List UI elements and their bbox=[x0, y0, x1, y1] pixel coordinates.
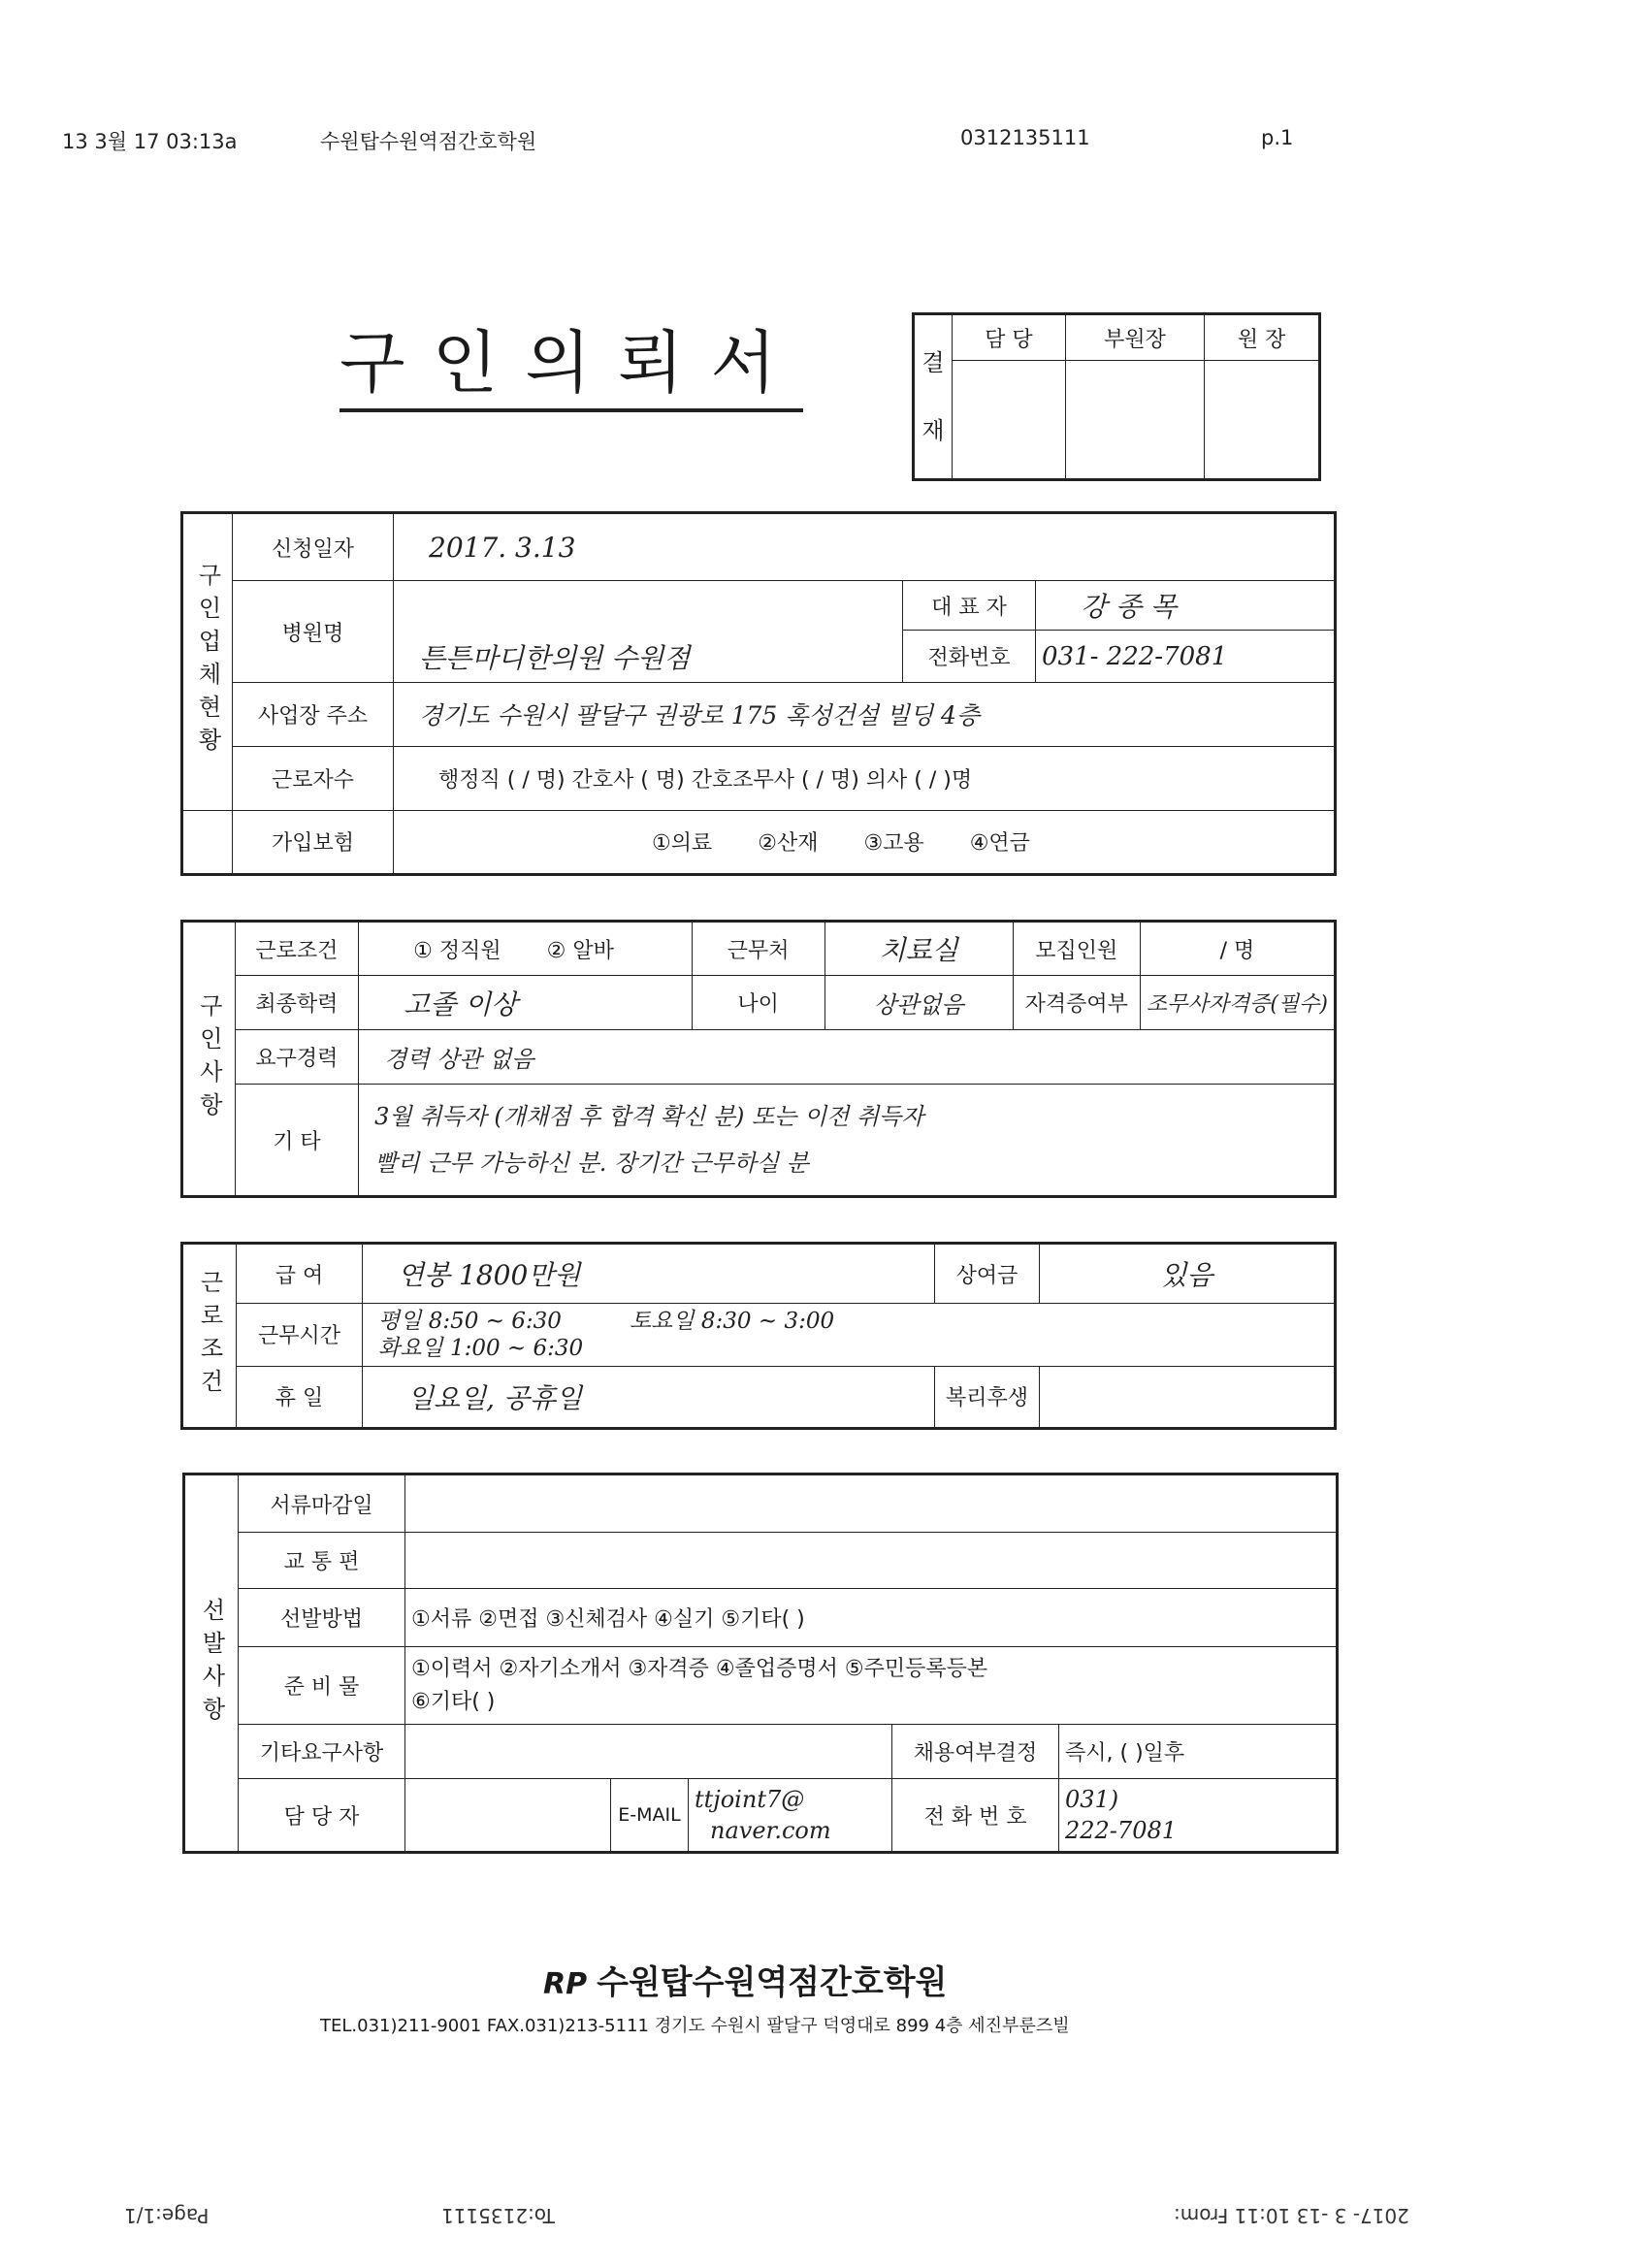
etc-line-1: 3월 취득자 (개채점 후 합격 확신 분) 또는 이전 취득자 bbox=[374, 1103, 924, 1130]
cond-label: 근로조건 bbox=[235, 922, 358, 976]
approval-side bbox=[914, 314, 953, 480]
approval-col-3: 원 장 bbox=[1205, 314, 1320, 361]
page-title: 구인의뢰서 bbox=[340, 308, 803, 412]
tel-line-2: 222-7081 bbox=[1065, 1817, 1177, 1844]
section-selection bbox=[182, 1473, 1339, 1854]
recruit-value: / 명 bbox=[1219, 938, 1255, 963]
career-label: 요구경력 bbox=[235, 1030, 358, 1085]
footer-brand bbox=[543, 1956, 947, 2003]
tel-line-1: 031) bbox=[1065, 1786, 1119, 1813]
method-options: ①서류 ②면접 ③신체검사 ④실기 ⑤기타( ) bbox=[411, 1607, 805, 1632]
cond-opt-1[interactable]: ① 정직원 bbox=[413, 938, 501, 963]
cond-field[interactable] bbox=[359, 922, 693, 976]
recruit-label: 모집인원 bbox=[1013, 922, 1140, 976]
bonus-value: 있음 bbox=[1160, 1259, 1213, 1292]
hours-tuesday: 화요일 1:00 ~ 6:30 bbox=[378, 1335, 584, 1361]
fax-bottom-right: 2017- 3 -13 10:11 From: bbox=[1174, 2204, 1409, 2227]
deadline-label: 서류마감일 bbox=[239, 1474, 405, 1533]
hours-field[interactable] bbox=[363, 1304, 1336, 1366]
hours-label: 근무시간 bbox=[237, 1304, 363, 1366]
hours-saturday: 토요일 8:30 ~ 3:00 bbox=[629, 1308, 835, 1334]
edu-value: 고졸 이상 bbox=[404, 988, 518, 1021]
apply-date-label: 신청일자 bbox=[233, 513, 394, 581]
salary-value: 연봉 1800만원 bbox=[398, 1259, 581, 1292]
address-value: 경기도 수원시 팔달구 권광로 175 혹성건설 빌딩 4층 bbox=[419, 701, 981, 730]
deadline-field[interactable] bbox=[405, 1474, 1338, 1533]
other-label: 기타요구사항 bbox=[239, 1725, 405, 1779]
career-value: 경력 상관 없음 bbox=[384, 1046, 534, 1073]
rep-field[interactable] bbox=[1036, 581, 1336, 631]
section4-side-label: 선발사항 bbox=[184, 1474, 239, 1853]
fax-bottom-left: Page:1/1 bbox=[124, 2204, 210, 2227]
fax-datetime: 13 3월 17 03:13a bbox=[62, 130, 238, 153]
holiday-value: 일요일, 공휴일 bbox=[407, 1381, 583, 1414]
bonus-field[interactable] bbox=[1040, 1244, 1336, 1304]
approval-sign-3[interactable] bbox=[1205, 361, 1320, 480]
holiday-field[interactable] bbox=[363, 1366, 935, 1428]
insurance-opt-4[interactable]: ④연금 bbox=[969, 831, 1030, 857]
tel-field[interactable] bbox=[1059, 1779, 1338, 1853]
transport-field[interactable] bbox=[405, 1533, 1338, 1589]
holiday-label: 휴 일 bbox=[237, 1366, 363, 1428]
tel-label: 전 화 번 호 bbox=[892, 1779, 1059, 1853]
approval-side-2: 재 bbox=[922, 417, 945, 444]
hospital-label: 병원명 bbox=[233, 581, 394, 682]
edu-label: 최종학력 bbox=[235, 976, 358, 1030]
approval-col-1: 담 당 bbox=[953, 314, 1066, 361]
section3-side-label: 근로조건 bbox=[182, 1244, 237, 1429]
career-field[interactable] bbox=[359, 1030, 1336, 1085]
workers-label: 근로자수 bbox=[233, 746, 394, 810]
insurance-opt-2[interactable]: ②산재 bbox=[758, 831, 819, 857]
section1-side-blank bbox=[182, 810, 233, 874]
transport-label: 교 통 편 bbox=[239, 1533, 405, 1589]
docs-label: 준 비 물 bbox=[239, 1647, 405, 1725]
footer-logo: RP bbox=[543, 1967, 588, 2001]
fax-sender: 수원탑수원역점간호학원 bbox=[320, 130, 537, 153]
method-field[interactable] bbox=[405, 1589, 1338, 1647]
method-label: 선발방법 bbox=[239, 1589, 405, 1647]
decision-label: 채용여부결정 bbox=[892, 1725, 1059, 1779]
fax-page: p.1 bbox=[1261, 126, 1294, 149]
fax-number: 0312135111 bbox=[960, 126, 1090, 149]
section2-side-label: 구인사항 bbox=[182, 922, 236, 1197]
contact-label: 담 당 자 bbox=[239, 1779, 405, 1853]
hospital-field[interactable] bbox=[394, 581, 903, 682]
etc-line-2: 빨리 근무 가능하신 분. 장기간 근무하실 분 bbox=[374, 1150, 809, 1177]
workplace-value: 치료실 bbox=[879, 934, 958, 966]
address-label: 사업장 주소 bbox=[233, 682, 394, 746]
age-value: 상관없음 bbox=[873, 991, 964, 1019]
email-label: E-MAIL bbox=[611, 1779, 689, 1853]
phone-field[interactable] bbox=[1036, 631, 1336, 682]
insurance-opt-1[interactable]: ①의료 bbox=[652, 831, 713, 857]
edu-field[interactable] bbox=[359, 976, 693, 1030]
email-line-2: naver.com bbox=[710, 1817, 831, 1844]
etc-label: 기 타 bbox=[235, 1085, 358, 1197]
docs-line-2: ⑥기타( ) bbox=[411, 1689, 496, 1714]
welfare-label: 복리후생 bbox=[935, 1366, 1040, 1428]
cond-opt-2[interactable]: ② 알바 bbox=[546, 938, 614, 963]
footer-name: 수원탑수원역점간호학원 bbox=[597, 1963, 948, 2002]
age-field[interactable] bbox=[824, 976, 1013, 1030]
hours-weekday: 평일 8:50 ~ 6:30 bbox=[378, 1308, 562, 1334]
section1-side-label: 구인업체현황 bbox=[182, 513, 233, 811]
phone-label: 전화번호 bbox=[903, 631, 1036, 682]
approval-col-2: 부원장 bbox=[1065, 314, 1204, 361]
cert-field[interactable] bbox=[1140, 976, 1335, 1030]
bonus-label: 상여금 bbox=[935, 1244, 1040, 1304]
cert-label: 자격증여부 bbox=[1013, 976, 1140, 1030]
insurance-opt-3[interactable]: ③고용 bbox=[863, 831, 924, 857]
email-field[interactable] bbox=[689, 1779, 892, 1853]
section-company bbox=[180, 511, 1337, 876]
decision-value: 즉시, ( )일후 bbox=[1065, 1741, 1185, 1766]
salary-label: 급 여 bbox=[237, 1244, 363, 1304]
other-field[interactable] bbox=[405, 1725, 892, 1779]
recruit-field[interactable] bbox=[1140, 922, 1335, 976]
fax-bottom-mid: To:2135111 bbox=[441, 2204, 555, 2227]
footer-info: TEL.031)211-9001 FAX.031)213-5111 경기도 수원시 팔달구 덕영대로 899 4층 세진부룬즈빌 bbox=[320, 2016, 1070, 2036]
phone-value: 031- 222-7081 bbox=[1042, 641, 1228, 671]
decision-field[interactable] bbox=[1059, 1725, 1338, 1779]
email-line-1: ttjoint7@ bbox=[695, 1786, 805, 1813]
workers-value: 행정직 ( / 명) 간호사 ( 명) 간호조무사 ( / 명) 의사 ( / )명 bbox=[438, 767, 973, 793]
section-job bbox=[180, 920, 1337, 1198]
rep-value: 강 종 목 bbox=[1081, 591, 1177, 624]
approval-sign-2[interactable] bbox=[1065, 361, 1204, 480]
age-label: 나이 bbox=[692, 976, 824, 1030]
workplace-label: 근무처 bbox=[692, 922, 824, 976]
docs-line-1: ①이력서 ②자기소개서 ③자격증 ④졸업증명서 ⑤주민등록등본 bbox=[411, 1656, 988, 1681]
insurance-field[interactable] bbox=[394, 810, 1336, 874]
approval-side-1: 결 bbox=[922, 349, 945, 376]
section-conditions bbox=[180, 1242, 1337, 1430]
workers-field[interactable] bbox=[394, 746, 1336, 810]
etc-field[interactable] bbox=[359, 1085, 1336, 1197]
address-field[interactable] bbox=[394, 682, 1336, 746]
approval-box bbox=[912, 312, 1321, 481]
apply-date-value: 2017. 3.13 bbox=[429, 531, 576, 564]
approval-sign-1[interactable] bbox=[953, 361, 1066, 480]
insurance-label: 가입보험 bbox=[233, 810, 394, 874]
welfare-field[interactable] bbox=[1040, 1366, 1336, 1428]
hospital-value: 튼튼마디한의원 수원점 bbox=[419, 641, 691, 674]
salary-field[interactable] bbox=[363, 1244, 935, 1304]
cert-value: 조무사자격증(필수) bbox=[1146, 992, 1328, 1017]
docs-field[interactable] bbox=[405, 1647, 1338, 1725]
workplace-field[interactable] bbox=[824, 922, 1013, 976]
rep-label: 대 표 자 bbox=[903, 581, 1036, 631]
contact-field[interactable] bbox=[405, 1779, 611, 1853]
apply-date-field[interactable] bbox=[394, 513, 1336, 581]
